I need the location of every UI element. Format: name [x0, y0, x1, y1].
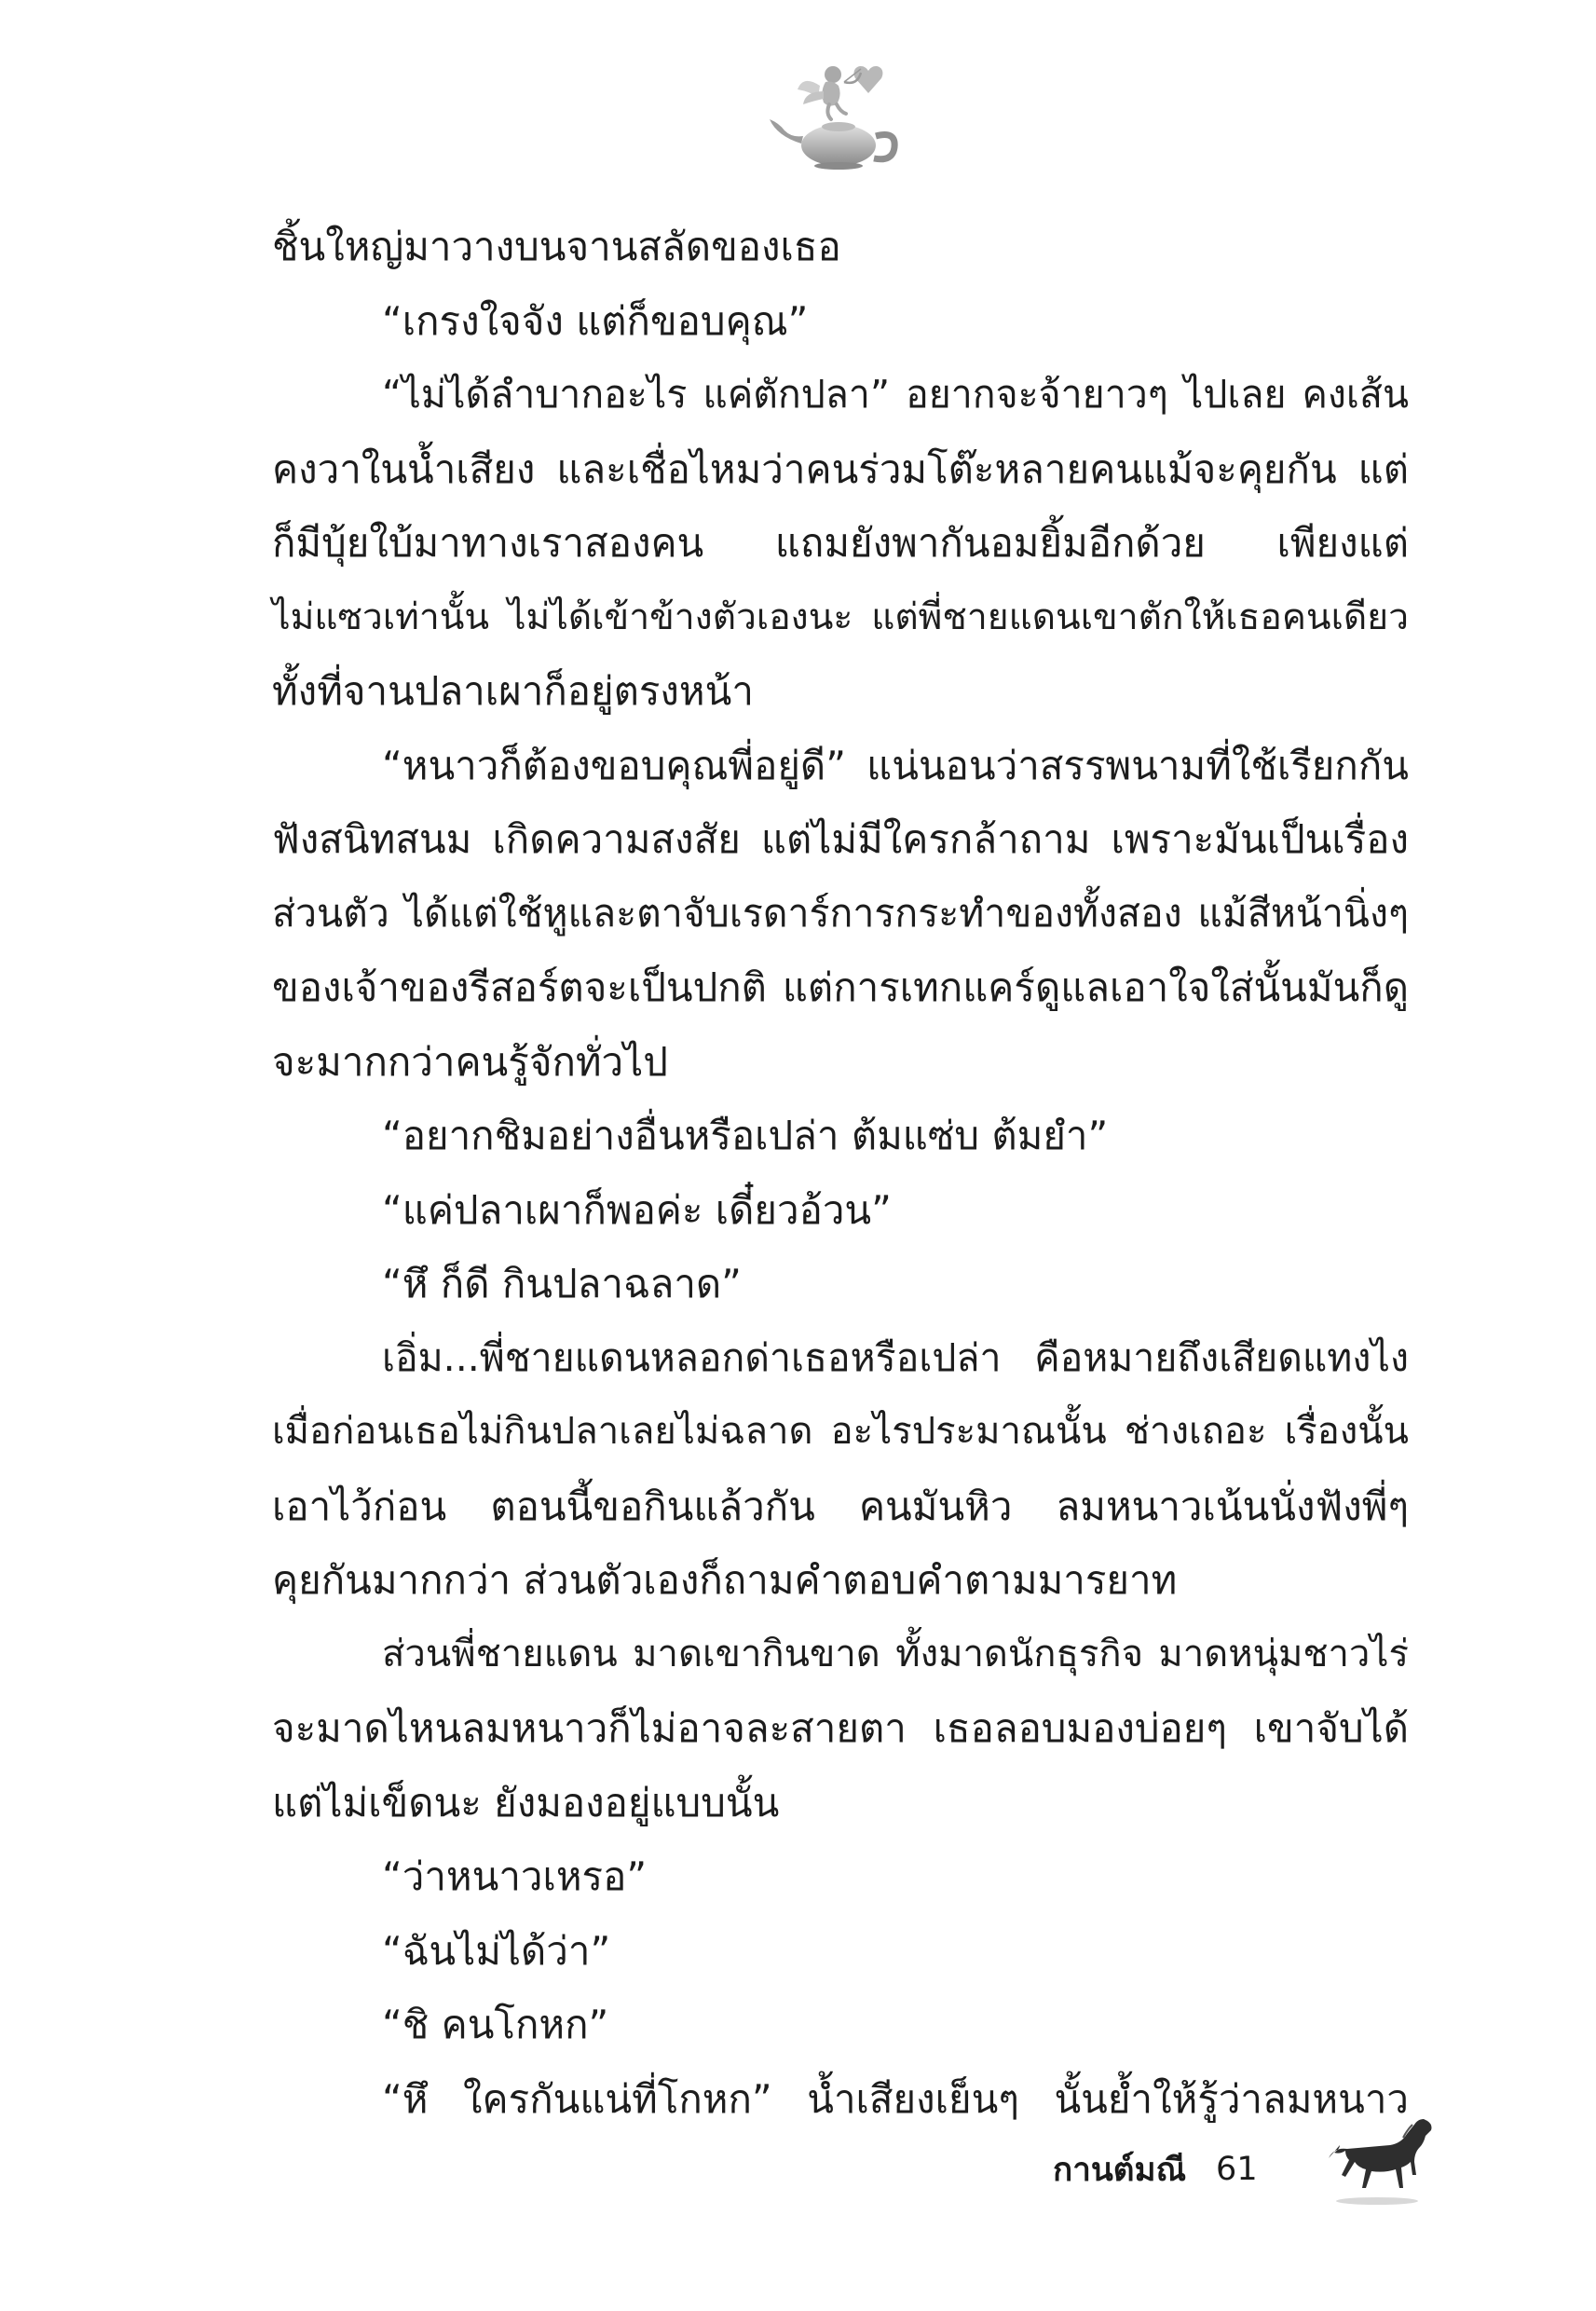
text-line: คงวาในน้ำเสียง และเชื่อไหมว่าคนร่วมโต๊ะหลายคนแม้จะคุยกัน แต่	[272, 445, 1409, 492]
text-line: “แค่ปลาเผาก็พอค่ะ เดี๋ยวอ้วน”	[382, 1186, 892, 1233]
page-footer	[1053, 2141, 1258, 2197]
text-line: “หึ ใครกันแน่ที่โกหก” น้ำเสียงเย็นๆ นั้นย้ำให้รู้ว่าลมหนาว	[382, 2075, 1409, 2122]
text-line: ก็มีบุ้ยใบ้มาทางเราสองคน แถมยังพากันอมยิ้มอีกด้วย เพียงแต่	[272, 520, 1409, 566]
text-line: “ไม่ได้ลำบากอะไร แค่ตักปลา” อยากจะจ้ายาวๆ ไปเลย คงเส้น	[382, 372, 1409, 417]
text-line: เอิ่ม...พี่ชายแดนหลอกด่าเธอหรือเปล่า คือหมายถึงเสียดแทงไง	[382, 1334, 1409, 1380]
page-number: 61	[1216, 2151, 1258, 2188]
body-text	[272, 210, 1409, 2136]
text-line: “ฉันไม่ได้ว่า”	[382, 1927, 611, 1974]
text-line: เอาไว้ก่อน ตอนนี้ขอกินแล้วกัน คนมันหิว ลมหนาวเน้นนั่งฟังพี่ๆ	[272, 1483, 1409, 1529]
text-line: เมื่อก่อนเธอไม่กินปลาเลยไม่ฉลาด อะไรประมาณนั้น ช่างเถอะ เรื่องนั้น	[272, 1410, 1409, 1453]
text-line: “ชิ คนโกหก”	[382, 2002, 609, 2047]
text-line: “หึ ก็ดี กินปลาฉลาด”	[382, 1261, 742, 1306]
text-line: ฟังสนิทสนม เกิดความสงสัย แต่ไม่มีใครกล้าถาม เพราะมันเป็นเรื่อง	[272, 816, 1409, 862]
text-line: “ว่าหนาวเหรอ”	[382, 1853, 648, 1899]
text-line: ส่วนพี่ชายแดน มาดเขากินขาด ทั้งมาดนักธุรกิจ มาดหนุ่มชาวไร่	[382, 1632, 1409, 1675]
author-name: กานต์มณี	[1053, 2151, 1187, 2189]
horse-icon	[1321, 2113, 1433, 2207]
text-line: ทั้งที่จานปลาเผาก็อยู่ตรงหน้า	[272, 668, 754, 714]
text-line: คุยกันมากกว่า ส่วนตัวเองก็ถามคำตอบคำตามมารยาท	[272, 1557, 1178, 1603]
text-line: จะมากกว่าคนรู้จักทั่วไป	[272, 1038, 668, 1085]
text-line: ส่วนตัว ได้แต่ใช้หูและตาจับเรดาร์การกระทำของทั้งสอง แม้สีหน้านิ่งๆ	[272, 890, 1409, 936]
text-line: ไม่แซวเท่านั้น ไม่ได้เข้าข้างตัวเองนะ แต่พี่ชายแดนเขาตักให้เธอคนเดียว	[272, 595, 1409, 638]
text-line: “เกรงใจจัง แต่ก็ขอบคุณ”	[382, 297, 809, 344]
text-line: ของเจ้าของรีสอร์ตจะเป็นปกติ แต่การเทกแคร์ดูแลเอาใจใส่นั้นมันก็ดู	[272, 964, 1409, 1010]
cupid-teapot-icon	[764, 54, 904, 175]
text-line: ชิ้นใหญ่มาวางบนจานสลัดของเธอ	[272, 224, 841, 269]
text-line: “อยากชิมอย่างอื่นหรือเปล่า ต้มแซ่บ ต้มยำ”	[382, 1113, 1109, 1158]
text-line: แต่ไม่เข็ดนะ ยังมองอยู่แบบนั้น	[272, 1779, 780, 1826]
text-line: “หนาวก็ต้องขอบคุณพี่อยู่ดี” แน่นอนว่าสรรพนามที่ใช้เรียกกัน	[382, 742, 1409, 788]
text-line: จะมาดไหนลมหนาวก็ไม่อาจละสายตา เธอลอบมองบ่อยๆ เขาจับได้	[272, 1705, 1409, 1751]
